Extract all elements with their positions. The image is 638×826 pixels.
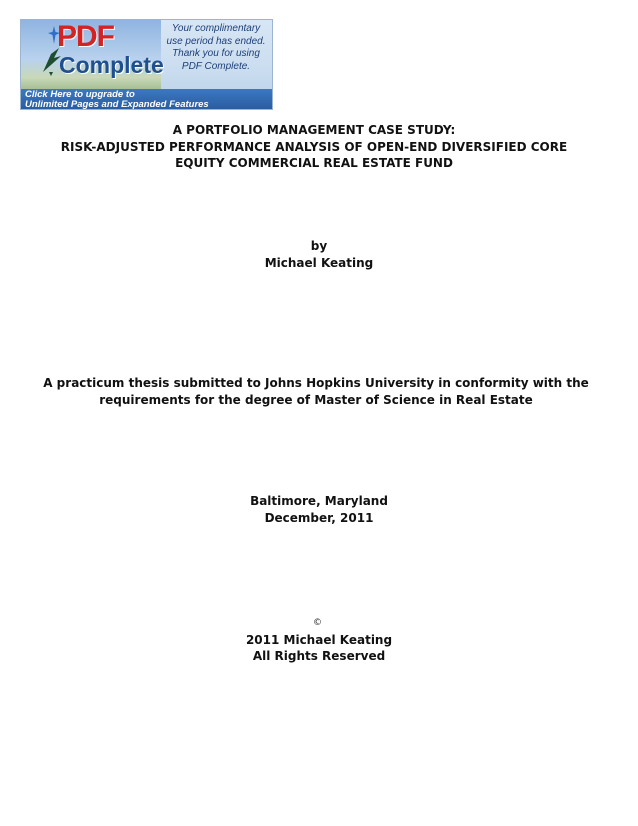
pdf-complete-upgrade-banner[interactable] xyxy=(20,19,273,110)
submission-statement xyxy=(0,375,638,408)
copyright-icon: © xyxy=(313,618,322,628)
date: December, 2011 xyxy=(264,510,374,525)
author-block xyxy=(0,238,638,271)
place-date-block xyxy=(0,493,638,526)
city: Baltimore, Maryland xyxy=(250,494,388,508)
upgrade-link[interactable] xyxy=(21,89,272,109)
complete-logo-text: Complete xyxy=(59,52,164,78)
banner-message-line: Thank you for using xyxy=(172,48,260,59)
banner-message-line: Your complimentary xyxy=(171,23,261,34)
submission-line-1: A practicum thesis submitted to Johns Hopkins University in conformity with the xyxy=(43,376,589,390)
submission-line-2: requirements for the degree of Master of Science in Real Estate xyxy=(99,392,533,407)
copyright-text: 2011 Michael Keating xyxy=(245,632,393,647)
upgrade-link-line[interactable]: Click Here to upgrade to xyxy=(25,89,135,100)
by-label: by xyxy=(310,239,328,253)
rights-reserved: All Rights Reserved xyxy=(252,649,386,663)
banner-message-line: PDF Complete. xyxy=(181,60,251,72)
upgrade-link-line[interactable]: Unlimited Pages and Expanded Features xyxy=(25,99,209,110)
title-line-1: A PORTFOLIO MANAGEMENT CASE STUDY: xyxy=(172,123,456,137)
title-line-2: RISK-ADJUSTED PERFORMANCE ANALYSIS OF OPEN-END DIVERSIFIED CORE xyxy=(60,139,568,154)
author-name: Michael Keating xyxy=(264,255,374,270)
copyright-line-1 xyxy=(0,615,638,648)
copyright-block xyxy=(0,615,638,665)
banner-message xyxy=(161,23,271,73)
banner-message-line: use period has ended. xyxy=(166,35,266,47)
pdf-logo-text: PDF xyxy=(57,20,114,53)
thesis-title xyxy=(0,122,638,172)
title-line-3: EQUITY COMMERCIAL REAL ESTATE FUND xyxy=(175,156,453,170)
